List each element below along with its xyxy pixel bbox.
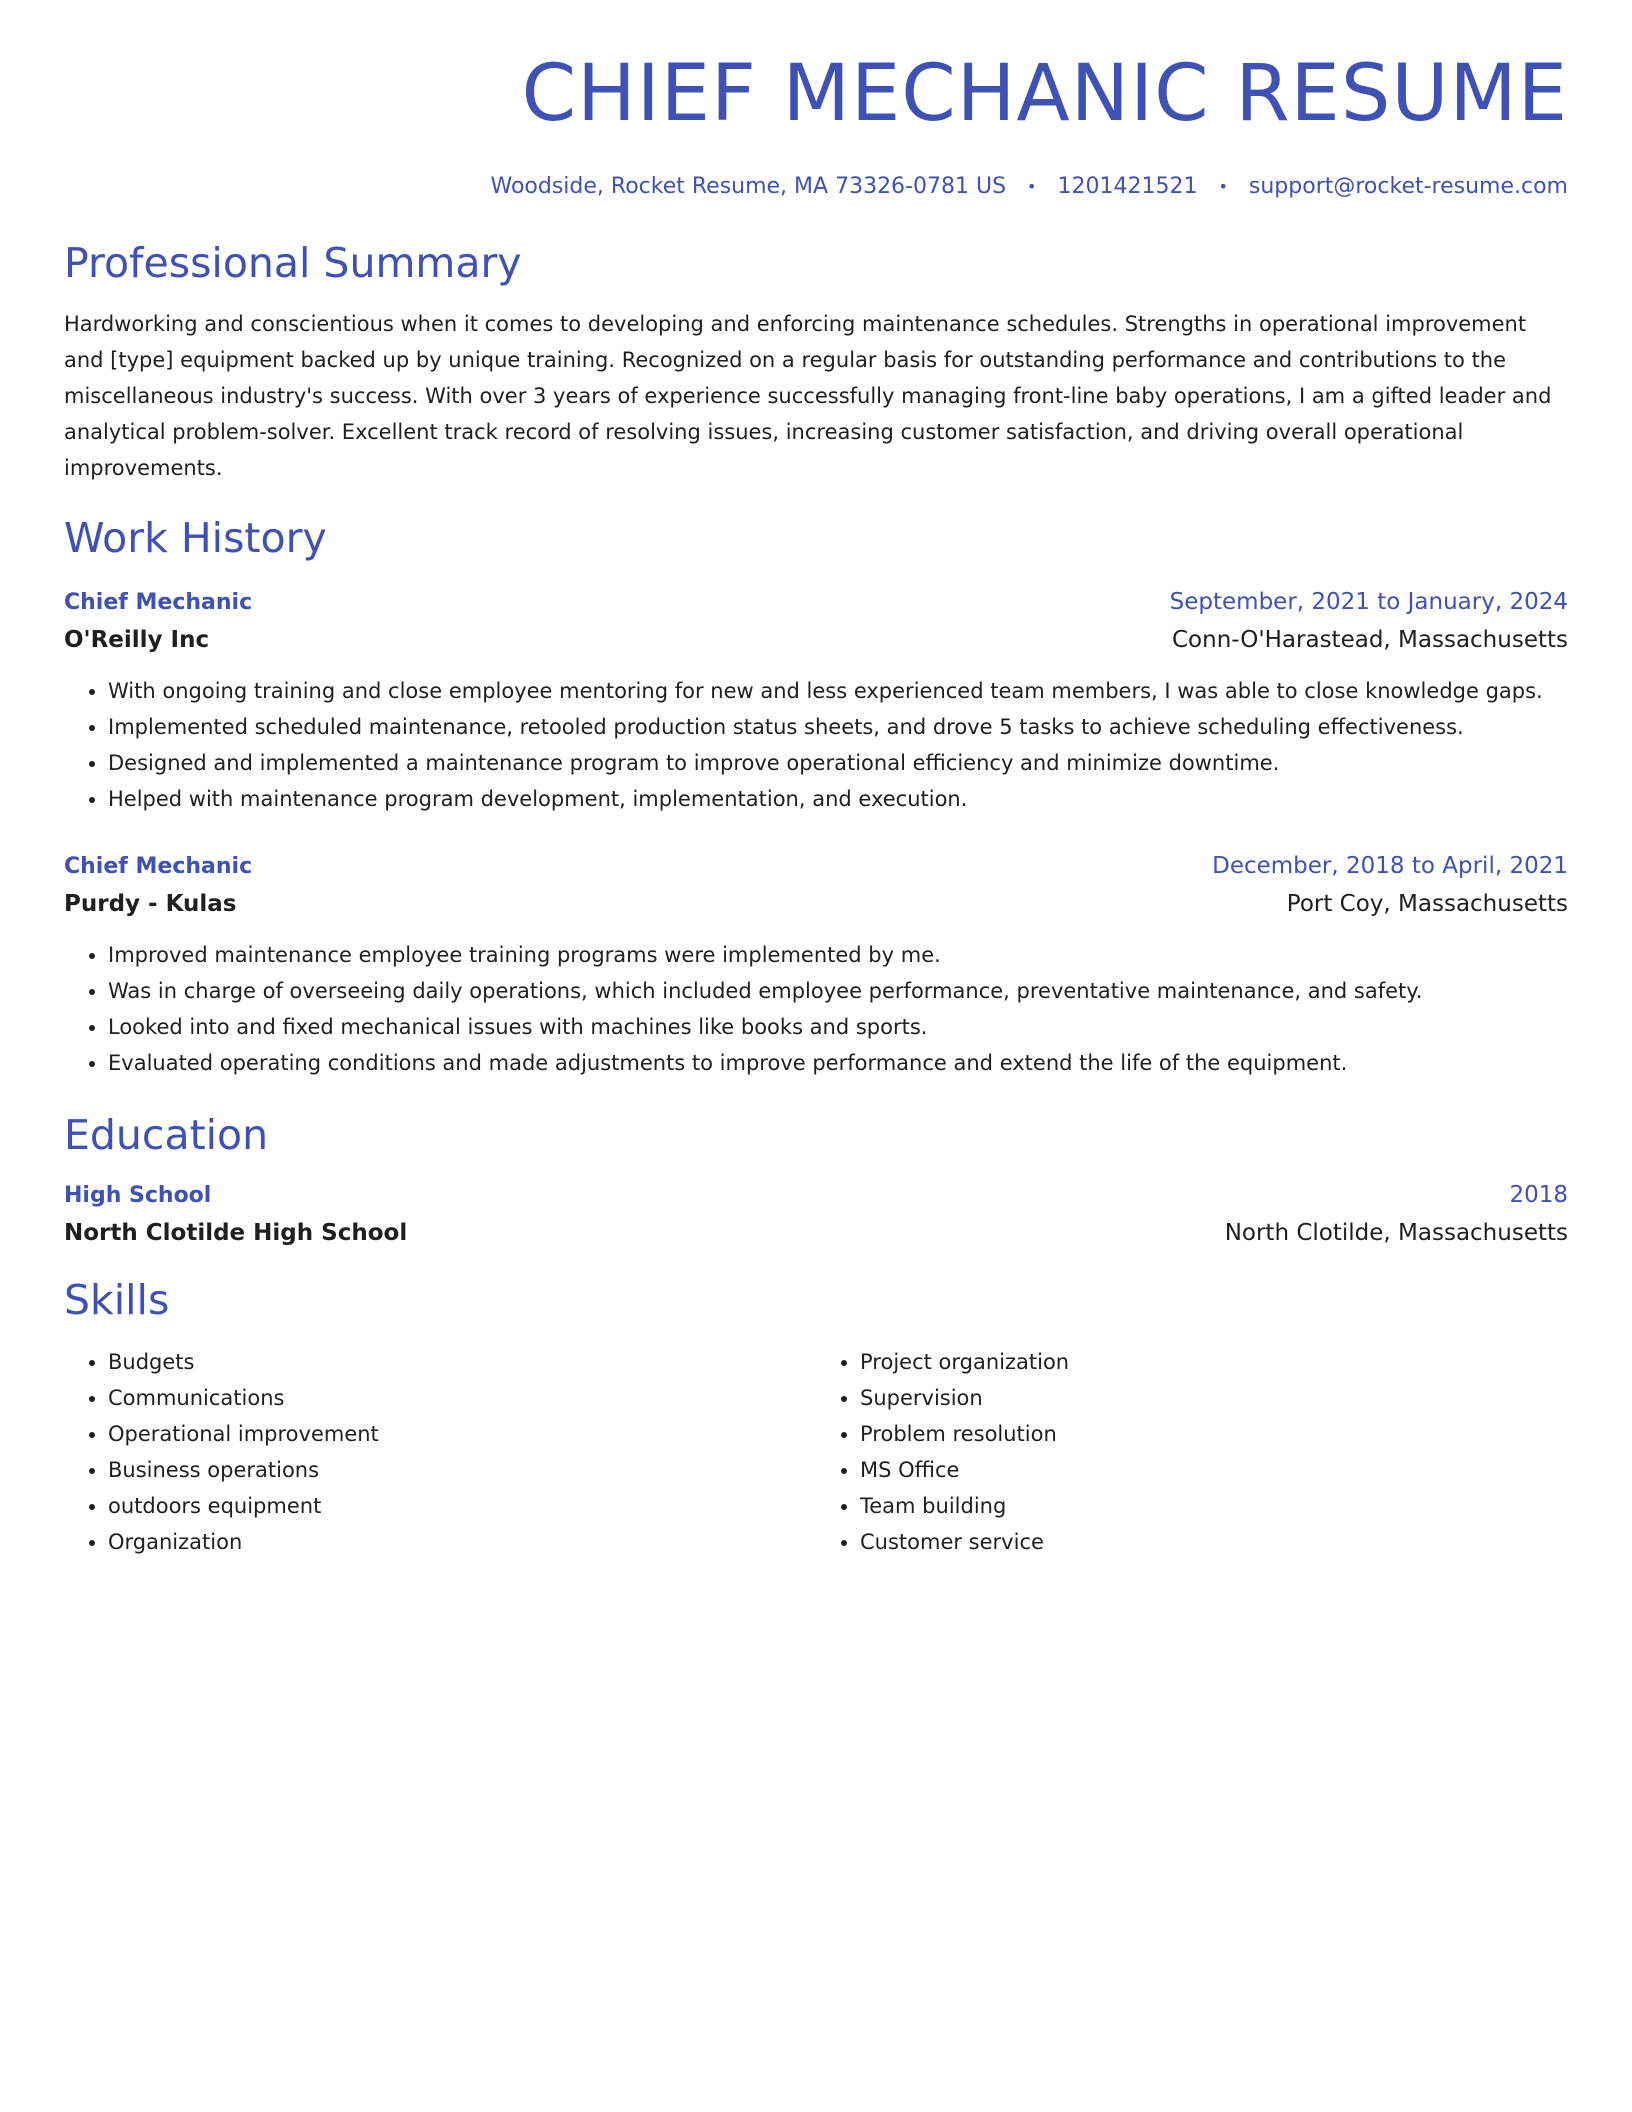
contact-separator: • <box>1027 177 1037 197</box>
skills-section <box>64 1276 1568 1559</box>
contact-phone: 1201421521 <box>1057 173 1198 199</box>
education-school: North Clotilde High School <box>64 1220 408 1247</box>
job-bullets <box>64 937 1568 1081</box>
section-heading-education: Education <box>64 1111 269 1160</box>
job-title: Chief Mechanic <box>64 854 253 880</box>
work-history-section <box>64 514 1568 1081</box>
skill-item: • Supervision <box>860 1380 1568 1416</box>
skill-item: • Team building <box>860 1488 1568 1524</box>
contact-email: support@rocket-resume.com <box>1248 173 1568 199</box>
contact-line <box>64 174 1568 199</box>
education-location: North Clotilde, Massachusetts <box>1224 1220 1568 1247</box>
job-bullet: • Helped with maintenance program development, implementation, and execution. <box>108 781 1568 817</box>
job-dates: September, 2021 to January, 2024 <box>1169 589 1568 616</box>
skill-item: • Project organization <box>860 1344 1568 1380</box>
resume-title: CHIEF MECHANIC RESUME <box>521 49 1568 139</box>
resume-header <box>64 0 1568 199</box>
job-bullet: • Implemented scheduled maintenance, retooled production status sheets, and drove 5 tasks to achieve scheduling effectiveness. <box>108 709 1568 745</box>
education-section <box>64 1111 1568 1246</box>
skill-item: • Problem resolution <box>860 1416 1568 1452</box>
job-bullet: • With ongoing training and close employee mentoring for new and less experienced team members, I was able to close knowledge gaps. <box>108 673 1568 709</box>
education-year: 2018 <box>1509 1182 1568 1209</box>
skill-item: • Budgets <box>108 1344 816 1380</box>
job-bullet: • Improved maintenance employee training programs were implemented by me. <box>108 937 1568 973</box>
skill-item: • Organization <box>108 1524 816 1560</box>
skill-item: • Business operations <box>108 1452 816 1488</box>
contact-separator: • <box>1218 177 1228 197</box>
job-company: Purdy - Kulas <box>64 891 237 918</box>
skills-column-right <box>816 1344 1568 1560</box>
skills-column-left <box>64 1344 816 1560</box>
skills-grid <box>64 1344 1568 1560</box>
education-entry <box>64 1182 1568 1246</box>
job-location: Port Coy, Massachusetts <box>1286 891 1568 918</box>
contact-address: Woodside, Rocket Resume, MA 73326-0781 US <box>490 173 1007 199</box>
job-dates: December, 2018 to April, 2021 <box>1212 853 1568 880</box>
section-heading-summary: Professional Summary <box>64 238 522 287</box>
job-entry <box>64 589 1568 817</box>
section-heading-work: Work History <box>64 513 327 562</box>
section-heading-skills: Skills <box>64 1276 170 1325</box>
education-degree: High School <box>64 1183 212 1209</box>
job-entry <box>64 853 1568 1081</box>
skill-item: • Communications <box>108 1380 816 1416</box>
skill-item: • outdoors equipment <box>108 1488 816 1524</box>
job-bullet: • Designed and implemented a maintenance program to improve operational efficiency and minimize downtime. <box>108 745 1568 781</box>
job-company: O'Reilly Inc <box>64 627 210 654</box>
summary-text: Hardworking and conscientious when it comes to developing and enforcing maintenance schedules. Strengths in operational improvement and [type] equipment backed up by unique training. Recognized on a regular basis for outstanding performance and contributions to the miscellaneous industry's success. With over 3 years of experience successfully managing front-line baby operations, I am a gifted leader and analytical problem-solver. Excellent track record of resolving issues, increasing customer satisfaction, and driving overall operational improvements. <box>64 311 1552 480</box>
skill-item: • Customer service <box>860 1524 1568 1560</box>
skill-item: • Operational improvement <box>108 1416 816 1452</box>
job-bullet: • Looked into and fixed mechanical issues with machines like books and sports. <box>108 1009 1568 1045</box>
job-bullets <box>64 673 1568 817</box>
skill-item: • MS Office <box>860 1452 1568 1488</box>
professional-summary-section <box>64 239 1568 486</box>
job-title: Chief Mechanic <box>64 590 253 616</box>
job-bullet: • Evaluated operating conditions and made adjustments to improve performance and extend the life of the equipment. <box>108 1045 1568 1081</box>
job-location: Conn-O'Harastead, Massachusetts <box>1171 627 1568 654</box>
job-bullet: • Was in charge of overseeing daily operations, which included employee performance, preventative maintenance, and safety. <box>108 973 1568 1009</box>
